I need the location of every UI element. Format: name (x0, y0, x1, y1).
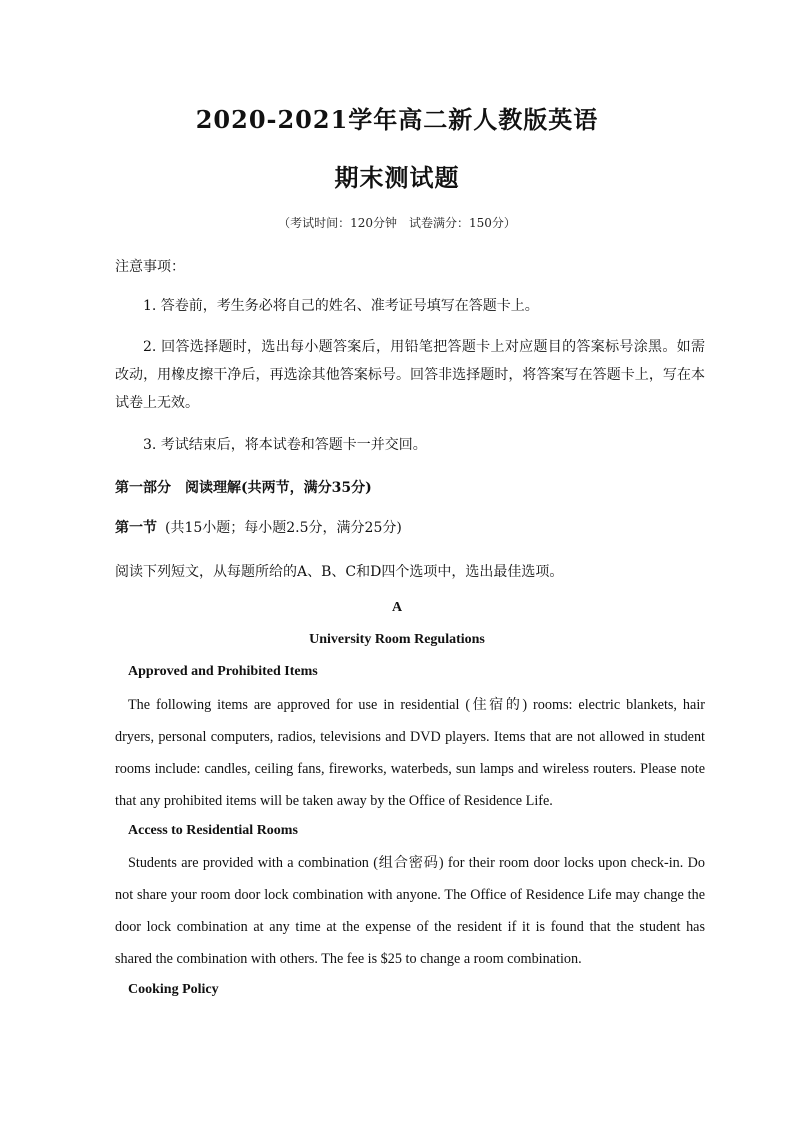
reading-instruction: 阅读下列短文，从每题所给的A、B、C和D四个选项中，选出最佳选项。 (115, 564, 564, 580)
passage-letter: A (391, 600, 403, 615)
section-text-approved-items: The following items are approved for use in residential (住宿的) rooms: electric blankets, hair dryers, personal computers, radios, televisions and DVD players. Items that are not allowed in student rooms include: candles, ceiling fans, fireworks, waterbeds, sun lamps and wireless routers. Please note that any prohibited items will be taken away by the Office of Residence Life. (115, 697, 705, 809)
exam-info: （考试时间：120分钟 试卷满分：150分） (278, 216, 516, 230)
section-heading-cooking: Cooking Policy (128, 982, 219, 997)
section1-detail: (共15小题；每小题2.5分，满分25分) (165, 520, 402, 536)
section-heading-approved-items: Approved and Prohibited Items (128, 664, 318, 679)
note-item-2: 2. 回答选择题时，选出每小题答案后，用铅笔把答题卡上对应题目的答案标号涂黑。如需改动，用橡皮擦干净后，再选涂其他答案标号。回答非选择题时，将答案写在答题卡上，写在本试卷上无效。 (115, 339, 705, 411)
note-item-3: 3. 考试结束后，将本试卷和答题卡一并交回。 (143, 437, 427, 453)
section1-line (115, 517, 402, 537)
exam-subtitle: 期末测试题 (334, 163, 460, 192)
section-heading-access: Access to Residential Rooms (128, 823, 298, 838)
exam-title: 2020-2021学年高二新人教版英语 (195, 105, 599, 134)
section-text-access: Students are provided with a combination (组合密码) for their room door locks upon check-in. Do not share your room door lock combination with anyone. The Office of Residence Life may change the door lock combination at any time at the expense of the resident if it is found that the student has shared the combination with others. The fee is $25 to change a room combination. (115, 855, 705, 967)
part1-heading: 第一部分 阅读理解(共两节，满分35分) (115, 480, 372, 496)
section1-label: 第一节 (115, 520, 157, 536)
notes-heading: 注意事项： (115, 259, 185, 275)
passage-title: University Room Regulations (309, 632, 485, 647)
note-item-1: 1. 答卷前，考生务必将自己的姓名、准考证号填写在答题卡上。 (143, 298, 539, 314)
